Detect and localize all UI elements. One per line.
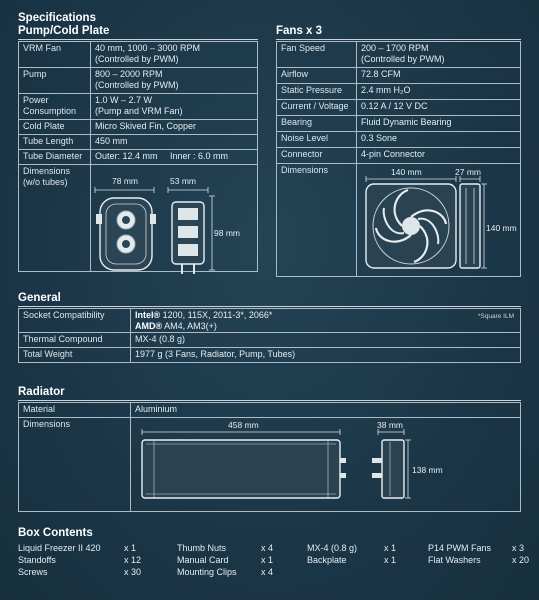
intel-sockets: 1200, 115X, 2011-3*, 2066* [160, 310, 273, 320]
box-item-name: Backplate [307, 555, 347, 565]
amd-brand: AMD® [135, 320, 163, 331]
table-row [19, 120, 258, 135]
general-heading-rule [18, 306, 521, 307]
fans-heading: Fans x 3 [276, 25, 323, 37]
pump-heading-rule [18, 39, 258, 40]
spec-key: Material [19, 403, 131, 418]
spec-key: Dimensions (w/o tubes) [19, 165, 91, 272]
pump-diagram [92, 184, 242, 284]
spec-value: MX-4 (0.8 g) [131, 333, 521, 348]
spec-key: Current / Voltage [277, 100, 357, 116]
fan-depth-label: 27 mm [455, 167, 481, 177]
pump-width-label: 78 mm [112, 176, 138, 186]
table-row [19, 94, 258, 120]
box-item-qty: x 20 [512, 555, 530, 565]
table-row [19, 403, 521, 418]
spec-key: Static Pressure [277, 84, 357, 100]
spec-key: Dimensions [277, 164, 357, 277]
fan-height-label: 140 mm [486, 223, 517, 233]
spec-value: 4-pin Connector [357, 148, 521, 164]
table-row [277, 148, 521, 164]
box-item-name: Manual Card [177, 555, 229, 565]
general-heading: General [18, 292, 61, 304]
spec-key: Cold Plate [19, 120, 91, 135]
table-row [277, 68, 521, 84]
box-item-qty: x 4 [261, 543, 274, 553]
box-item-qty: x 1 [384, 543, 397, 553]
spec-value: 800 – 2000 RPM (Controlled by PWM) [91, 68, 258, 94]
spec-value: Micro Skived Fin, Copper [91, 120, 258, 135]
pump-height-label: 98 mm [214, 228, 240, 238]
general-spec-table [18, 308, 521, 363]
spec-key: Airflow [277, 68, 357, 84]
spec-value: 0.12 A / 12 V DC [357, 100, 521, 116]
spec-value: 72.8 CFM [357, 68, 521, 84]
box-item-name: Standoffs [18, 555, 56, 565]
fan-width-label: 140 mm [391, 167, 422, 177]
table-row [19, 348, 521, 363]
box-item-name: Thumb Nuts [177, 543, 227, 553]
spec-key: Dimensions [19, 418, 131, 512]
box-item-name: P14 PWM Fans [428, 543, 492, 553]
box-item-qty: x 4 [261, 567, 274, 577]
spec-key: Connector [277, 148, 357, 164]
box-item-name: Mounting Clips [177, 567, 237, 577]
box-item-qty: x 12 [124, 555, 142, 565]
specifications-heading: Specifications [18, 12, 96, 24]
fan-diagram [360, 174, 500, 274]
radiator-diagram [134, 428, 414, 506]
radiator-depth-label: 38 mm [377, 420, 403, 430]
spec-key: Tube Length [19, 135, 91, 150]
spec-key: Thermal Compound [19, 333, 131, 348]
table-row [19, 135, 258, 150]
box-item-name: Screws [18, 567, 48, 577]
box-item-qty: x 1 [261, 555, 274, 565]
spec-value: Aluminium [131, 403, 521, 418]
spec-value: 0.3 Sone [357, 132, 521, 148]
table-row [277, 116, 521, 132]
table-row [19, 68, 258, 94]
box-item-name: Flat Washers [428, 555, 481, 565]
box-item-qty: x 1 [124, 543, 137, 553]
amd-sockets: AM4, AM3(+) [162, 320, 217, 331]
table-row [277, 84, 521, 100]
radiator-heading: Radiator [18, 386, 65, 398]
socket-value [131, 309, 521, 333]
spec-value: 2.4 mm H₂O [357, 84, 521, 100]
table-row [277, 42, 521, 68]
spec-key: Socket Compatibility [19, 309, 131, 333]
box-item-name: Liquid Freezer II 420 [18, 543, 101, 553]
radiator-height-label: 138 mm [412, 465, 443, 475]
spec-key: Bearing [277, 116, 357, 132]
radiator-length-label: 458 mm [228, 420, 259, 430]
spec-key: Tube Diameter [19, 150, 91, 165]
table-row [19, 309, 521, 333]
spec-key: Noise Level [277, 132, 357, 148]
table-row [277, 100, 521, 116]
box-item-qty: x 3 [512, 543, 525, 553]
spec-key: Power Consumption [19, 94, 91, 120]
radiator-heading-rule [18, 400, 521, 401]
spec-key: Fan Speed [277, 42, 357, 68]
spec-key: Pump [19, 68, 91, 94]
spec-key: VRM Fan [19, 42, 91, 68]
box-contents-heading: Box Contents [18, 527, 93, 539]
table-row [19, 42, 258, 68]
spec-value: 1977 g (3 Fans, Radiator, Pump, Tubes) [131, 348, 521, 363]
spec-key: Total Weight [19, 348, 131, 363]
spec-value: 1.0 W – 2.7 W (Pump and VRM Fan) [91, 94, 258, 120]
box-item-qty: x 1 [384, 555, 397, 565]
table-row [19, 333, 521, 348]
spec-value: Outer: 12.4 mm Inner : 6.0 mm [91, 150, 258, 165]
fans-heading-rule [276, 39, 521, 40]
pump-depth-label: 53 mm [170, 176, 196, 186]
spec-value: 40 mm, 1000 – 3000 RPM (Controlled by PWM) [91, 42, 258, 68]
spec-value: Fluid Dynamic Bearing [357, 116, 521, 132]
box-item-name: MX-4 (0.8 g) [307, 543, 358, 553]
box-item-qty: x 30 [124, 567, 142, 577]
intel-brand: Intel® [135, 310, 161, 320]
pump-heading: Pump/Cold Plate [18, 25, 110, 37]
table-row [277, 132, 521, 148]
spec-value: 450 mm [91, 135, 258, 150]
spec-value: 200 – 1700 RPM (Controlled by PWM) [357, 42, 521, 68]
table-row [19, 150, 258, 165]
square-ilm-note: *Square ILM [477, 313, 514, 320]
